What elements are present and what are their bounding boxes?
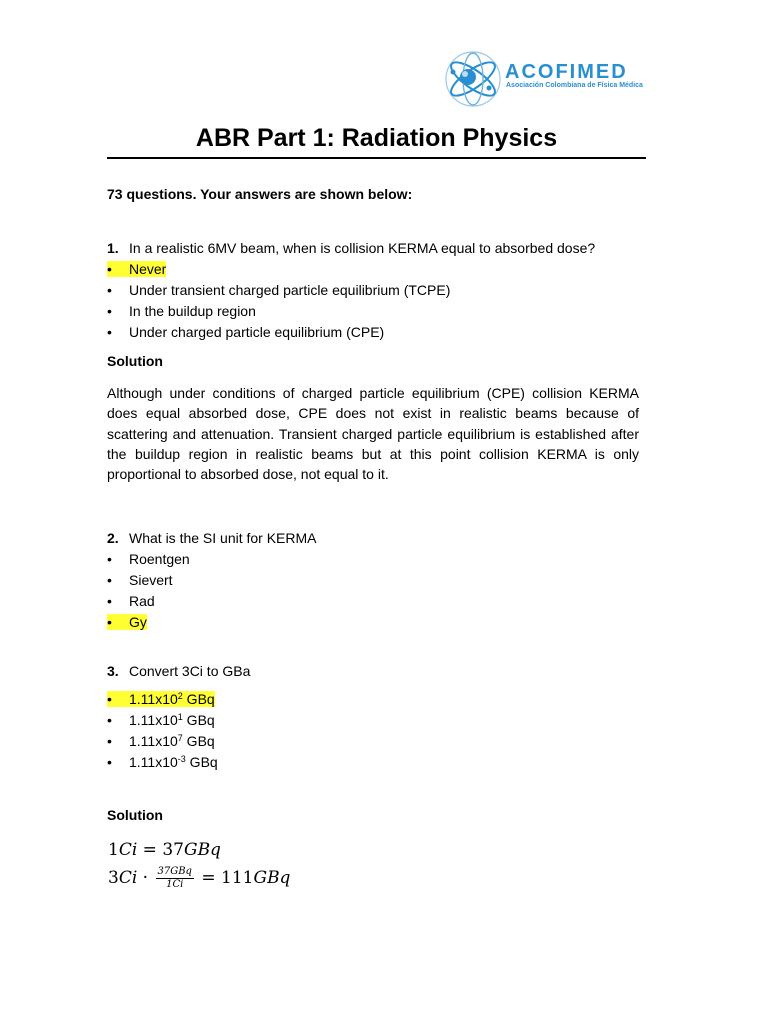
option-exponent: 7 <box>177 733 183 743</box>
bullet-icon: • <box>107 261 112 277</box>
option-label: Never <box>129 261 167 277</box>
option-label: Roentgen <box>129 551 190 567</box>
option-label: Under transient charged particle equilibrium (TCPE) <box>129 282 451 298</box>
option-item[interactable] <box>107 549 190 570</box>
bullet-icon: • <box>107 324 112 340</box>
bullet-icon: • <box>107 593 112 609</box>
logo-subtitle: Asociación Colombiana de Física Médica <box>506 82 643 89</box>
option-item[interactable] <box>107 752 218 773</box>
bullet-icon: • <box>107 754 112 770</box>
option-base: 1.11x10 <box>129 733 178 749</box>
option-label: Rad <box>129 593 155 609</box>
option-item[interactable] <box>107 612 190 633</box>
option-unit: GBq <box>185 754 218 770</box>
title-divider <box>107 157 646 159</box>
option-exponent: -3 <box>177 754 186 764</box>
intro-text: 73 questions. Your answers are shown below: <box>107 186 413 202</box>
option-base: 1.11x10 <box>129 712 178 728</box>
option-item[interactable] <box>107 689 218 710</box>
option-unit: GBq <box>182 691 215 707</box>
question-text: Convert 3Ci to GBa <box>129 663 251 679</box>
bullet-icon: • <box>107 614 112 630</box>
question-text: In a realistic 6MV beam, when is collision KERMA equal to absorbed dose? <box>129 240 596 256</box>
option-item[interactable] <box>107 280 450 301</box>
option-item[interactable] <box>107 322 450 343</box>
equation-line-1: 1Ci = 37GBq <box>108 840 221 860</box>
page-title: ABR Part 1: Radiation Physics <box>195 124 558 152</box>
question-text: What is the SI unit for KERMA <box>129 530 317 546</box>
question-1-options <box>107 259 450 343</box>
solution-heading: Solution <box>107 807 163 823</box>
question-2 <box>107 530 317 546</box>
option-label: Gy <box>129 614 147 630</box>
option-unit: GBq <box>182 712 215 728</box>
option-item[interactable] <box>107 570 190 591</box>
option-label: In the buildup region <box>129 303 256 319</box>
equation-line-2: 3Ci · $\frac{\text{37GBq}}{1Ci}$ = 111GBq <box>108 866 291 890</box>
bullet-icon: • <box>107 691 112 707</box>
option-item[interactable] <box>107 731 218 752</box>
option-label: Sievert <box>129 572 173 588</box>
bullet-icon: • <box>107 282 112 298</box>
question-number: 1. <box>107 240 119 256</box>
acofimed-logo <box>441 48 651 110</box>
atom-logo-icon <box>441 48 505 110</box>
question-3-options <box>107 689 218 773</box>
option-base: 1.11x10 <box>129 691 178 707</box>
option-item[interactable] <box>107 301 450 322</box>
bullet-icon: • <box>107 712 112 728</box>
option-item[interactable] <box>107 259 450 280</box>
option-item[interactable] <box>107 710 218 731</box>
solution-heading: Solution <box>107 353 163 369</box>
solution-text: Although under conditions of charged particle equilibrium (CPE) collision KERMA does equal absorbed dose, CPE does not exist in realistic beams because of scattering and attenuation. Transient charged particle equilibrium is established after the buildup region in realistic beams but at this point collision KERMA is only proportional to absorbed dose, not equal to it. <box>107 385 639 483</box>
bullet-icon: • <box>107 572 112 588</box>
option-item[interactable] <box>107 591 190 612</box>
question-number: 2. <box>107 530 119 546</box>
bullet-icon: • <box>107 733 112 749</box>
option-base: 1.11x10 <box>129 754 178 770</box>
bullet-icon: • <box>107 303 112 319</box>
question-1 <box>107 240 595 256</box>
question-2-options <box>107 549 190 633</box>
question-number: 3. <box>107 663 119 679</box>
option-unit: GBq <box>182 733 215 749</box>
logo-name: ACOFIMED <box>505 61 628 83</box>
option-label: Under charged particle equilibrium (CPE) <box>129 324 385 340</box>
option-exponent: 1 <box>177 712 183 722</box>
bullet-icon: • <box>107 551 112 567</box>
option-exponent: 2 <box>177 691 183 701</box>
question-3 <box>107 663 250 679</box>
equation-fraction: $\frac{\text{37GBq}}{1Ci}$ <box>157 866 192 890</box>
